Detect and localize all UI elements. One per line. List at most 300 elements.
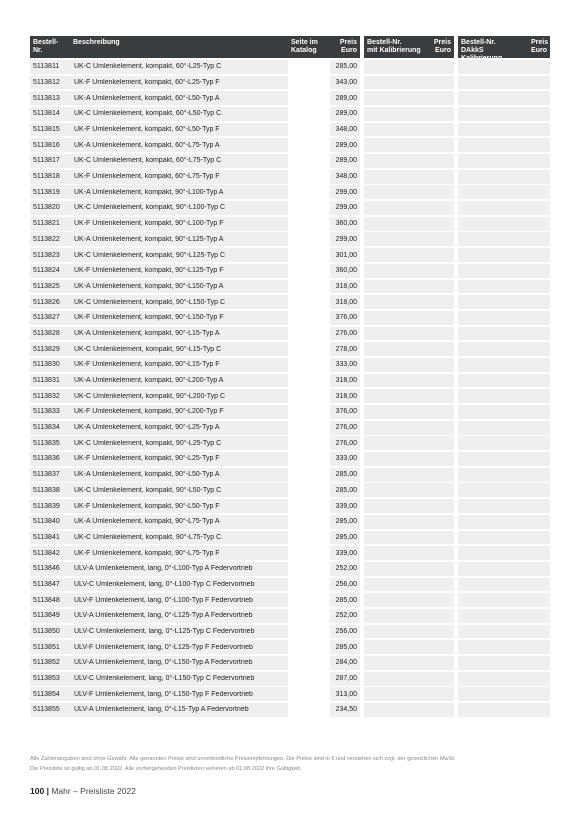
disclaimer <box>30 754 550 774</box>
description-cell: ULV-A Umlenkelement, lang, 0°-L150-Typ A Federvortrieb <box>74 659 253 667</box>
calibration-row <box>364 374 454 388</box>
order-number-cell: 5113814 <box>33 110 60 118</box>
price-cell: 285,00 <box>335 533 357 541</box>
description-cell: UK-C Umlenkelement, kompakt, 90°-L15-Typ C <box>74 345 222 353</box>
dakks-row <box>458 421 550 435</box>
calibration-row <box>364 468 454 482</box>
calibration-row <box>364 138 454 152</box>
calibration-row <box>364 625 454 639</box>
description-cell: UK-A Umlenkelement, kompakt, 90°-L25-Typ A <box>74 424 220 432</box>
price-cell: 252,00 <box>335 612 357 620</box>
description-cell: ULV-A Umlenkelement, lang, 0°-L100-Typ A Federvortrieb <box>74 565 253 573</box>
table-row <box>30 91 360 105</box>
description-cell: UK-C Umlenkelement, kompakt, 60°-L75-Typ C <box>74 157 222 165</box>
dakks-row <box>458 76 550 90</box>
table-row <box>30 170 360 184</box>
header-calibration-order-number: Bestell-Nr. mit Kalibrierung <box>367 39 421 54</box>
price-cell: 285,00 <box>335 63 357 71</box>
order-number-cell: 5113855 <box>33 706 60 714</box>
header-catalog-page: Seite im Katalog <box>291 39 318 54</box>
catalog-page-cell <box>288 546 330 560</box>
catalog-page-cell <box>288 138 330 152</box>
description-cell: ULV-A Umlenkelement, lang, 0°-L15-Typ A Federvortrieb <box>74 706 249 714</box>
page-number: 100 <box>30 786 45 796</box>
dakks-row <box>458 499 550 513</box>
description-cell: UK-F Umlenkelement, kompakt, 60°-L50-Typ F <box>74 126 220 134</box>
table-row <box>30 248 360 262</box>
table-row <box>30 201 360 215</box>
calibration-row <box>364 185 454 199</box>
order-number-cell: 5113846 <box>33 565 60 573</box>
description-cell: UK-C Umlenkelement, kompakt, 90°-L200-Typ C <box>74 392 226 400</box>
table-row <box>30 640 360 654</box>
calibration-row <box>364 154 454 168</box>
dakks-row <box>458 107 550 121</box>
order-number-cell: 5113825 <box>33 282 60 290</box>
dakks-row <box>458 578 550 592</box>
calibration-row <box>364 546 454 560</box>
order-number-cell: 5113842 <box>33 549 60 557</box>
order-number-cell: 5113841 <box>33 533 60 541</box>
catalog-page-cell <box>288 578 330 592</box>
header-calibration-price: Preis Euro <box>433 39 451 54</box>
order-number-cell: 5113829 <box>33 345 60 353</box>
catalog-page-cell <box>288 60 330 74</box>
catalog-page-cell <box>288 185 330 199</box>
catalog-page-cell <box>288 609 330 623</box>
calibration-row <box>364 358 454 372</box>
table-row <box>30 374 360 388</box>
dakks-row <box>458 625 550 639</box>
description-cell: UK-F Umlenkelement, kompakt, 90°-L125-Typ F <box>74 267 224 275</box>
price-cell: 318,00 <box>335 392 357 400</box>
price-cell: 285,00 <box>335 596 357 604</box>
catalog-page-cell <box>288 389 330 403</box>
table-row <box>30 436 360 450</box>
calibration-row <box>364 405 454 419</box>
table-row <box>30 515 360 529</box>
catalog-page-cell <box>288 201 330 215</box>
price-cell: 278,00 <box>335 345 357 353</box>
table-row <box>30 280 360 294</box>
table-row <box>30 405 360 419</box>
description-cell: UK-C Umlenkelement, kompakt, 90°-L50-Typ C <box>74 486 222 494</box>
price-cell: 339,00 <box>335 502 357 510</box>
catalog-page-cell <box>288 170 330 184</box>
price-cell: 284,00 <box>335 659 357 667</box>
order-number-cell: 5113819 <box>33 188 60 196</box>
dakks-row <box>458 295 550 309</box>
description-cell: UK-C Umlenkelement, kompakt, 60°-L50-Typ C <box>74 110 222 118</box>
calibration-row <box>364 531 454 545</box>
table-row <box>30 499 360 513</box>
calibration-row <box>364 264 454 278</box>
table-row <box>30 154 360 168</box>
price-cell: 276,00 <box>335 424 357 432</box>
dakks-row <box>458 123 550 137</box>
order-number-cell: 5113811 <box>33 63 60 71</box>
table-row <box>30 185 360 199</box>
order-number-cell: 5113833 <box>33 408 60 416</box>
order-number-cell: 5113834 <box>33 424 60 432</box>
description-cell: UK-F Umlenkelement, kompakt, 90°-L25-Typ F <box>74 455 220 463</box>
disclaimer-line: Alle Zahlenangaben sind ohne Gewähr. Alle genannten Preise sind unverbindliche Preisempfehlungen. Die Preise sind in € und verstehen sich zzgl. der gesetzlichen MwSt. <box>30 756 456 762</box>
calibration-row <box>364 515 454 529</box>
table-row <box>30 546 360 560</box>
calibration-row <box>364 107 454 121</box>
price-cell: 299,00 <box>335 235 357 243</box>
calibration-row <box>364 609 454 623</box>
catalog-page-cell <box>288 452 330 466</box>
description-cell: UK-C Umlenkelement, kompakt, 90°-L25-Typ C <box>74 439 222 447</box>
description-cell: UK-A Umlenkelement, kompakt, 90°-L200-Typ A <box>74 377 224 385</box>
catalog-page-cell <box>288 640 330 654</box>
dakks-row <box>458 217 550 231</box>
catalog-page-cell <box>288 468 330 482</box>
calibration-row <box>364 672 454 686</box>
catalog-page-cell <box>288 436 330 450</box>
price-cell: 285,00 <box>335 471 357 479</box>
order-number-cell: 5113848 <box>33 596 60 604</box>
price-cell: 289,00 <box>335 141 357 149</box>
catalog-page-cell <box>288 358 330 372</box>
dakks-row <box>458 546 550 560</box>
dakks-row <box>458 531 550 545</box>
catalog-page-cell <box>288 421 330 435</box>
table-row <box>30 562 360 576</box>
price-cell: 289,00 <box>335 157 357 165</box>
price-cell: 289,00 <box>335 110 357 118</box>
catalog-page-cell <box>288 327 330 341</box>
table-row <box>30 625 360 639</box>
calibration-row <box>364 311 454 325</box>
description-cell: ULV-C Umlenkelement, lang, 0°-L150-Typ C Federvortrieb <box>74 675 255 683</box>
catalog-page-cell <box>288 703 330 717</box>
order-number-cell: 5113817 <box>33 157 60 165</box>
table-row <box>30 138 360 152</box>
dakks-row <box>458 593 550 607</box>
order-number-cell: 5113850 <box>33 628 60 636</box>
table-row <box>30 687 360 701</box>
table-row <box>30 358 360 372</box>
dakks-row <box>458 452 550 466</box>
table-row <box>30 421 360 435</box>
calibration-table-header <box>364 36 454 58</box>
price-cell: 276,00 <box>335 329 357 337</box>
order-number-cell: 5113854 <box>33 690 60 698</box>
table-row <box>30 327 360 341</box>
description-cell: ULV-A Umlenkelement, lang, 0°-L125-Typ A Federvortrieb <box>74 612 253 620</box>
catalog-page-cell <box>288 562 330 576</box>
description-cell: UK-C Umlenkelement, kompakt, 90°-L100-Typ C <box>74 204 226 212</box>
dakks-row <box>458 358 550 372</box>
price-cell: 376,00 <box>335 314 357 322</box>
description-cell: UK-F Umlenkelement, kompakt, 90°-L200-Typ F <box>74 408 224 416</box>
table-row <box>30 76 360 90</box>
dakks-row <box>458 405 550 419</box>
calibration-row <box>364 123 454 137</box>
table-row <box>30 311 360 325</box>
description-cell: UK-A Umlenkelement, kompakt, 90°-L125-Typ A <box>74 235 224 243</box>
price-cell: 299,00 <box>335 188 357 196</box>
dakks-row <box>458 515 550 529</box>
description-cell: UK-A Umlenkelement, kompakt, 60°-L75-Typ A <box>74 141 220 149</box>
order-number-cell: 5113832 <box>33 392 60 400</box>
price-cell: 287,00 <box>335 675 357 683</box>
description-cell: UK-F Umlenkelement, kompakt, 90°-L50-Typ F <box>74 502 220 510</box>
description-cell: UK-A Umlenkelement, kompakt, 90°-L15-Typ A <box>74 329 220 337</box>
order-number-cell: 5113816 <box>33 141 60 149</box>
catalog-page-cell <box>288 154 330 168</box>
order-number-cell: 5113824 <box>33 267 60 275</box>
document-title: Mahr – Preisliste 2022 <box>51 786 136 796</box>
table-row <box>30 703 360 717</box>
footer-separator: | <box>46 786 49 796</box>
dakks-row <box>458 483 550 497</box>
calibration-table-group <box>364 36 454 717</box>
table-row <box>30 609 360 623</box>
price-table <box>30 36 550 717</box>
description-cell: UK-F Umlenkelement, kompakt, 60°-L25-Typ F <box>74 78 220 86</box>
calibration-row <box>364 217 454 231</box>
description-cell: UK-F Umlenkelement, kompakt, 90°-L75-Typ F <box>74 549 220 557</box>
dakks-row <box>458 248 550 262</box>
table-row <box>30 264 360 278</box>
main-table-group <box>30 36 360 717</box>
calibration-row <box>364 499 454 513</box>
table-row <box>30 483 360 497</box>
calibration-row <box>364 280 454 294</box>
table-row <box>30 672 360 686</box>
dakks-row <box>458 280 550 294</box>
price-cell: 313,00 <box>335 690 357 698</box>
catalog-page-cell <box>288 531 330 545</box>
calibration-row <box>364 170 454 184</box>
table-row <box>30 468 360 482</box>
catalog-page-cell <box>288 248 330 262</box>
description-cell: ULV-C Umlenkelement, lang, 0°-L125-Typ C Federvortrieb <box>74 628 255 636</box>
calibration-row <box>364 295 454 309</box>
dakks-row <box>458 687 550 701</box>
table-row <box>30 656 360 670</box>
table-row <box>30 217 360 231</box>
order-number-cell: 5113826 <box>33 298 60 306</box>
price-cell: 318,00 <box>335 377 357 385</box>
calibration-row <box>364 60 454 74</box>
table-row <box>30 123 360 137</box>
catalog-page-cell <box>288 91 330 105</box>
dakks-table-header <box>458 36 550 62</box>
catalog-page-cell <box>288 499 330 513</box>
order-number-cell: 5113835 <box>33 439 60 447</box>
description-cell: ULV-F Umlenkelement, lang, 0°-L100-Typ F Federvortrieb <box>74 596 253 604</box>
table-row <box>30 295 360 309</box>
calibration-row <box>364 436 454 450</box>
dakks-row <box>458 327 550 341</box>
order-number-cell: 5113838 <box>33 486 60 494</box>
description-cell: ULV-F Umlenkelement, lang, 0°-L150-Typ F Federvortrieb <box>74 690 253 698</box>
price-cell: 318,00 <box>335 298 357 306</box>
description-cell: UK-A Umlenkelement, kompakt, 60°-L50-Typ A <box>74 94 220 102</box>
table-row <box>30 578 360 592</box>
order-number-cell: 5113849 <box>33 612 60 620</box>
disclaimer-line: Die Preisliste ist gültig ab 01.08.2022. Alle vorhergehenden Preislisten verlieren ab 01.08.2022 ihre Gültigkeit. <box>30 766 302 772</box>
catalog-page-cell <box>288 374 330 388</box>
table-row <box>30 593 360 607</box>
description-cell: UK-A Umlenkelement, kompakt, 90°-L150-Typ A <box>74 282 224 290</box>
price-cell: 360,00 <box>335 220 357 228</box>
catalog-page-cell <box>288 672 330 686</box>
price-cell: 299,00 <box>335 204 357 212</box>
dakks-row <box>458 154 550 168</box>
catalog-page-cell <box>288 687 330 701</box>
price-cell: 348,00 <box>335 126 357 134</box>
catalog-page-cell <box>288 483 330 497</box>
order-number-cell: 5113821 <box>33 220 60 228</box>
price-cell: 289,00 <box>335 94 357 102</box>
table-row <box>30 452 360 466</box>
order-number-cell: 5113823 <box>33 251 60 259</box>
catalog-page-cell <box>288 625 330 639</box>
dakks-row <box>458 170 550 184</box>
dakks-row <box>458 264 550 278</box>
catalog-page-cell <box>288 123 330 137</box>
order-number-cell: 5113851 <box>33 643 60 651</box>
calibration-row <box>364 640 454 654</box>
table-row <box>30 107 360 121</box>
description-cell: UK-F Umlenkelement, kompakt, 90°-L150-Typ F <box>74 314 224 322</box>
main-table-header <box>30 36 360 58</box>
order-number-cell: 5113852 <box>33 659 60 667</box>
calibration-row <box>364 248 454 262</box>
catalog-page-cell <box>288 342 330 356</box>
page-footer <box>30 786 136 796</box>
order-number-cell: 5113813 <box>33 94 60 102</box>
order-number-cell: 5113836 <box>33 455 60 463</box>
dakks-row <box>458 232 550 246</box>
calibration-row <box>364 578 454 592</box>
catalog-page-cell <box>288 264 330 278</box>
calibration-row <box>364 452 454 466</box>
catalog-page-cell <box>288 311 330 325</box>
price-cell: 234,50 <box>335 706 357 714</box>
table-row <box>30 531 360 545</box>
calibration-row <box>364 91 454 105</box>
catalog-page-cell <box>288 217 330 231</box>
description-cell: ULV-F Umlenkelement, lang, 0°-L125-Typ F Federvortrieb <box>74 643 253 651</box>
description-cell: UK-F Umlenkelement, kompakt, 60°-L75-Typ F <box>74 173 220 181</box>
calibration-row <box>364 562 454 576</box>
order-number-cell: 5113812 <box>33 78 60 86</box>
header-description: Beschreibung <box>73 39 120 46</box>
catalog-page-cell <box>288 107 330 121</box>
dakks-row <box>458 91 550 105</box>
dakks-row <box>458 374 550 388</box>
order-number-cell: 5113815 <box>33 126 60 134</box>
order-number-cell: 5113840 <box>33 518 60 526</box>
header-dakks-price: Preis Euro <box>531 39 549 54</box>
price-cell: 276,00 <box>335 439 357 447</box>
dakks-row <box>458 562 550 576</box>
order-number-cell: 5113820 <box>33 204 60 212</box>
description-cell: UK-C Umlenkelement, kompakt, 90°-L125-Typ C <box>74 251 226 259</box>
description-cell: UK-C Umlenkelement, kompakt, 90°-L150-Typ C <box>74 298 226 306</box>
catalog-page-cell <box>288 515 330 529</box>
dakks-row <box>458 640 550 654</box>
order-number-cell: 5113830 <box>33 361 60 369</box>
price-cell: 285,00 <box>335 486 357 494</box>
header-order-number: Bestell-Nr. <box>33 39 59 54</box>
dakks-table-group <box>458 36 550 717</box>
order-number-cell: 5113822 <box>33 235 60 243</box>
table-row <box>30 389 360 403</box>
catalog-page-cell <box>288 280 330 294</box>
order-number-cell: 5113831 <box>33 377 60 385</box>
header-price: Preis Euro <box>339 39 357 54</box>
description-cell: UK-A Umlenkelement, kompakt, 90°-L100-Typ A <box>74 188 224 196</box>
dakks-row <box>458 436 550 450</box>
order-number-cell: 5113828 <box>33 329 60 337</box>
description-cell: ULV-C Umlenkelement, lang, 0°-L100-Typ C Federvortrieb <box>74 580 255 588</box>
dakks-row <box>458 672 550 686</box>
catalog-page-cell <box>288 593 330 607</box>
calibration-row <box>364 327 454 341</box>
header-dakks-order-number: Bestell-Nr. DAkkS Kalibrierung <box>461 39 503 62</box>
description-cell: UK-F Umlenkelement, kompakt, 90°-L15-Typ F <box>74 361 220 369</box>
order-number-cell: 5113837 <box>33 471 60 479</box>
dakks-row <box>458 468 550 482</box>
dakks-row <box>458 342 550 356</box>
price-cell: 343,00 <box>335 78 357 86</box>
dakks-row <box>458 389 550 403</box>
price-cell: 285,00 <box>335 518 357 526</box>
order-number-cell: 5113818 <box>33 173 60 181</box>
calibration-row <box>364 656 454 670</box>
order-number-cell: 5113847 <box>33 580 60 588</box>
price-cell: 318,00 <box>335 282 357 290</box>
calibration-row <box>364 201 454 215</box>
calibration-row <box>364 342 454 356</box>
calibration-row <box>364 687 454 701</box>
description-cell: UK-A Umlenkelement, kompakt, 90°-L50-Typ A <box>74 471 220 479</box>
calibration-row <box>364 703 454 717</box>
dakks-row <box>458 703 550 717</box>
order-number-cell: 5113839 <box>33 502 60 510</box>
catalog-page-cell <box>288 405 330 419</box>
description-cell: UK-C Umlenkelement, kompakt, 60°-L25-Typ C <box>74 63 222 71</box>
order-number-cell: 5113827 <box>33 314 60 322</box>
catalog-page-cell <box>288 76 330 90</box>
order-number-cell: 5113853 <box>33 675 60 683</box>
price-cell: 376,00 <box>335 408 357 416</box>
dakks-row <box>458 609 550 623</box>
price-cell: 339,00 <box>335 549 357 557</box>
catalog-page-cell <box>288 656 330 670</box>
table-row <box>30 60 360 74</box>
price-cell: 256,00 <box>335 628 357 636</box>
calibration-row <box>364 232 454 246</box>
price-cell: 348,00 <box>335 173 357 181</box>
calibration-row <box>364 593 454 607</box>
description-cell: UK-A Umlenkelement, kompakt, 90°-L75-Typ A <box>74 518 220 526</box>
price-cell: 333,00 <box>335 361 357 369</box>
price-cell: 256,00 <box>335 580 357 588</box>
calibration-row <box>364 421 454 435</box>
table-row <box>30 232 360 246</box>
description-cell: UK-F Umlenkelement, kompakt, 90°-L100-Typ F <box>74 220 224 228</box>
catalog-page-cell <box>288 295 330 309</box>
dakks-row <box>458 201 550 215</box>
